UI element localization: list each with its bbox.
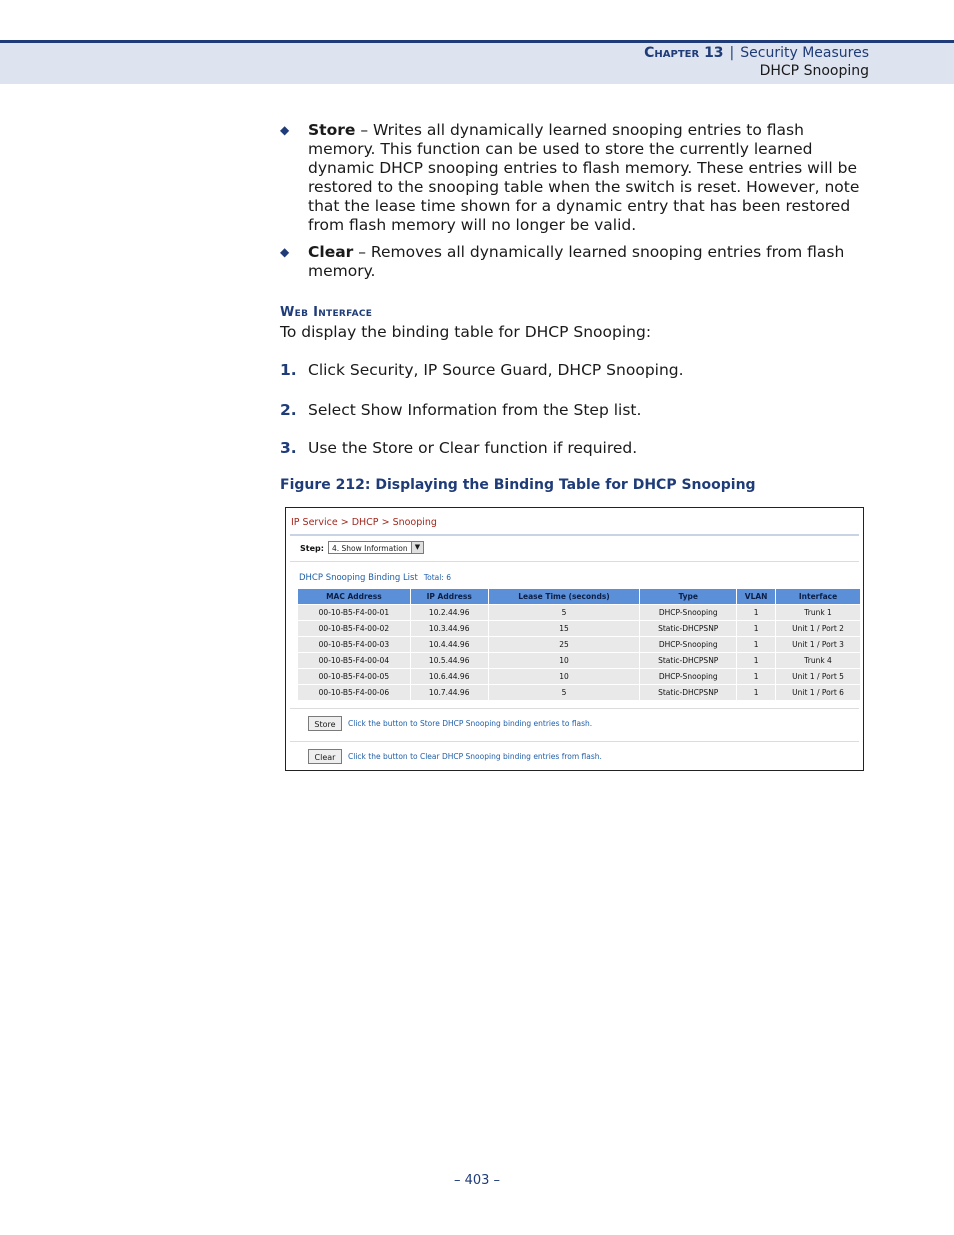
divider xyxy=(290,741,859,742)
table-cell: Unit 1 / Port 3 xyxy=(776,637,861,653)
store-description: Click the button to Store DHCP Snooping binding entries to flash. xyxy=(348,719,593,728)
list-title-text: DHCP Snooping Binding List xyxy=(299,573,418,583)
step-number: 1. xyxy=(280,361,297,379)
column-header: Interface xyxy=(776,589,861,605)
table-row xyxy=(298,605,861,621)
table-cell: 00-10-B5-F4-00-04 xyxy=(298,653,411,669)
section-title: Security Measures xyxy=(740,45,869,61)
table-cell: 10.5.44.96 xyxy=(410,653,488,669)
step-select-value: 4. Show Information xyxy=(332,544,408,553)
table-cell: 15 xyxy=(488,621,640,637)
table-cell: DHCP-Snooping xyxy=(640,605,737,621)
divider xyxy=(290,708,859,709)
table-row xyxy=(298,621,861,637)
breadcrumb-item[interactable]: DHCP xyxy=(351,517,379,528)
table-header-row xyxy=(298,589,861,605)
bullet-text: – Writes all dynamically learned snooping entries to flash memory. This function can be used to store the currently learned dynamic DHCP snooping entries to flash memory. These entries will be restored to the snooping table when the switch is reset. However, note that the lease time shown for a dynamic entry that has been restored from flash memory will no longer be valid. xyxy=(308,121,860,234)
table-cell: 00-10-B5-F4-00-03 xyxy=(298,637,411,653)
table-cell: 10.2.44.96 xyxy=(410,605,488,621)
subsection-title: DHCP Snooping xyxy=(759,63,869,79)
table-cell: 10.3.44.96 xyxy=(410,621,488,637)
table-cell: 10 xyxy=(488,653,640,669)
table-cell: 10 xyxy=(488,669,640,685)
table-cell: DHCP-Snooping xyxy=(640,637,737,653)
table-cell: 00-10-B5-F4-00-02 xyxy=(298,621,411,637)
section-heading: Web Interface xyxy=(280,305,373,320)
step-select[interactable] xyxy=(328,541,424,554)
table-cell: 10.7.44.96 xyxy=(410,685,488,701)
chapter-label: Chapter 13 xyxy=(644,45,724,61)
column-header: IP Address xyxy=(410,589,488,605)
column-header: MAC Address xyxy=(298,589,411,605)
table-cell: Static-DHCPSNP xyxy=(640,685,737,701)
breadcrumb-item[interactable]: IP Service xyxy=(291,517,338,528)
table-cell: 5 xyxy=(488,605,640,621)
clear-description: Click the button to Clear DHCP Snooping binding entries from flash. xyxy=(348,752,602,761)
binding-table xyxy=(297,588,861,701)
table-cell: 1 xyxy=(737,685,776,701)
table-cell: 5 xyxy=(488,685,640,701)
table-cell: 1 xyxy=(737,637,776,653)
table-cell: 00-10-B5-F4-00-01 xyxy=(298,605,411,621)
table-cell: Static-DHCPSNP xyxy=(640,621,737,637)
table-cell: 1 xyxy=(737,621,776,637)
total-count: Total: 6 xyxy=(423,573,452,582)
table-cell: 00-10-B5-F4-00-06 xyxy=(298,685,411,701)
bullet-text: – Removes all dynamically learned snooping entries from flash memory. xyxy=(308,243,845,280)
table-cell: Trunk 4 xyxy=(776,653,861,669)
column-header: VLAN xyxy=(737,589,776,605)
step-number: 2. xyxy=(280,401,297,419)
breadcrumb-separator: > xyxy=(340,517,349,528)
table-cell: 00-10-B5-F4-00-05 xyxy=(298,669,411,685)
step-item xyxy=(280,361,684,379)
figure-caption: Figure 212: Displaying the Binding Table for DHCP Snooping xyxy=(280,477,756,493)
binding-list-title xyxy=(299,573,451,583)
bullet-store xyxy=(280,121,870,235)
table-cell: Unit 1 / Port 6 xyxy=(776,685,861,701)
step-text: Select Show Information from the Step list. xyxy=(308,401,642,419)
screenshot-figure xyxy=(285,507,864,771)
clear-button[interactable]: Clear xyxy=(308,749,342,764)
step-item xyxy=(280,439,637,457)
table-cell: DHCP-Snooping xyxy=(640,669,737,685)
page-number: – 403 – xyxy=(453,1173,501,1188)
bullet-term: Store xyxy=(308,121,356,139)
step-text: Click Security, IP Source Guard, DHCP Snooping. xyxy=(308,361,684,379)
breadcrumb-separator: > xyxy=(381,517,390,528)
intro-text: To display the binding table for DHCP Snooping: xyxy=(280,323,652,341)
chevron-down-icon[interactable]: ▼ xyxy=(411,542,423,553)
table-row xyxy=(298,637,861,653)
breadcrumb xyxy=(291,517,437,528)
table-cell: 25 xyxy=(488,637,640,653)
column-header: Lease Time (seconds) xyxy=(488,589,640,605)
table-cell: 1 xyxy=(737,653,776,669)
table-cell: 10.6.44.96 xyxy=(410,669,488,685)
step-text: Use the Store or Clear function if required. xyxy=(308,439,638,457)
bullet-term: Clear xyxy=(308,243,354,261)
bullet-clear xyxy=(280,243,870,281)
column-header: Type xyxy=(640,589,737,605)
table-row xyxy=(298,669,861,685)
step-label: Step: xyxy=(300,544,324,553)
table-cell: Static-DHCPSNP xyxy=(640,653,737,669)
header-separator: | xyxy=(729,45,735,61)
step-number: 3. xyxy=(280,439,297,457)
table-cell: Unit 1 / Port 5 xyxy=(776,669,861,685)
diamond-bullet-icon: ◆ xyxy=(280,245,290,259)
divider xyxy=(290,534,859,536)
divider xyxy=(290,561,859,562)
table-row xyxy=(298,685,861,701)
table-row xyxy=(298,653,861,669)
table-cell: Trunk 1 xyxy=(776,605,861,621)
step-item xyxy=(280,401,641,419)
table-cell: 1 xyxy=(737,605,776,621)
diamond-bullet-icon: ◆ xyxy=(280,123,290,137)
table-cell: 10.4.44.96 xyxy=(410,637,488,653)
table-cell: 1 xyxy=(737,669,776,685)
store-button[interactable]: Store xyxy=(308,716,342,731)
table-cell: Unit 1 / Port 2 xyxy=(776,621,861,637)
running-header xyxy=(644,45,869,61)
breadcrumb-item[interactable]: Snooping xyxy=(392,517,437,528)
